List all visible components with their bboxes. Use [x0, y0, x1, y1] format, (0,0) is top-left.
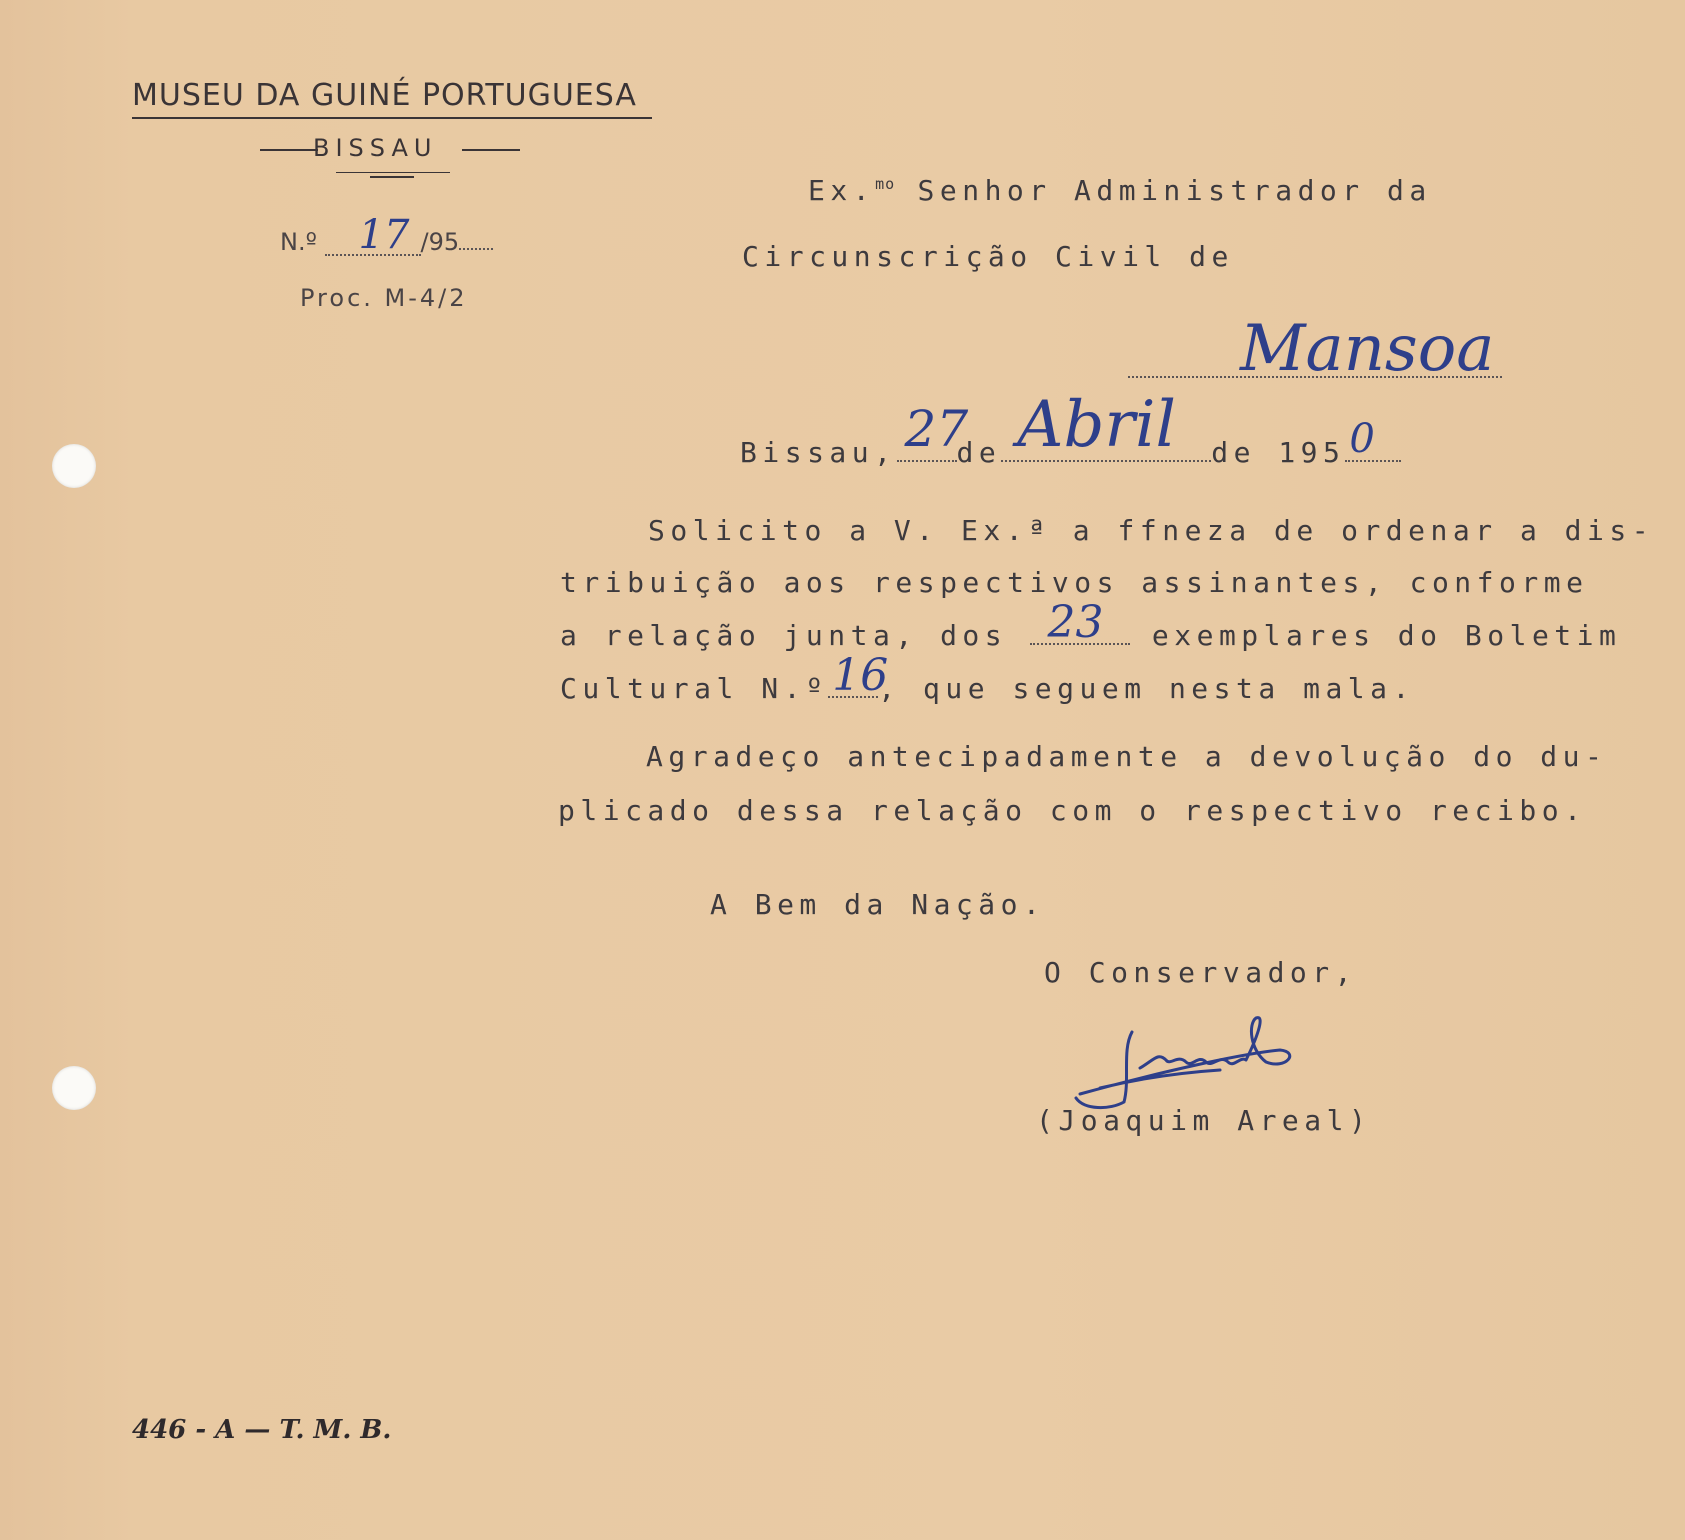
date-de-1: de — [956, 436, 1002, 469]
body-line-3-end: exemplares do Boletim — [1151, 619, 1622, 652]
issue-field — [828, 650, 889, 701]
number-suffix: /95 — [420, 228, 460, 256]
date-line — [740, 388, 1401, 469]
month-handwritten: Abril — [1017, 388, 1176, 462]
body-line-4-start: Cultural N.º — [560, 672, 829, 705]
reference-number — [280, 212, 493, 258]
bissau-dash-right — [462, 149, 520, 151]
year-field — [1345, 416, 1401, 462]
print-code: 446 - A — T. M. B. — [132, 1415, 392, 1445]
year-typed: 195 — [1278, 436, 1346, 469]
copies-handwritten: 23 — [1047, 597, 1104, 648]
date-place: Bissau, — [740, 436, 897, 469]
body-line-4 — [560, 650, 1415, 705]
signer-name: (Joaquim Areal) — [1036, 1104, 1372, 1137]
salutation: A Bem da Nação. — [710, 888, 1046, 921]
recipient-title: Senhor Administrador da — [895, 174, 1432, 207]
signer-title: O Conservador, — [1044, 956, 1358, 989]
body-line-6: plicado dessa relação com o respectivo recibo. — [558, 794, 1587, 827]
date-de-2: de — [1211, 436, 1256, 469]
city-name: BISSAU — [313, 134, 438, 162]
number-handwritten: 17 — [358, 212, 410, 258]
year-handwritten: 0 — [1349, 416, 1375, 462]
body-line-4-end: , que seguem nesta mala. — [878, 672, 1415, 705]
recipient-line-1 — [808, 174, 1432, 207]
recipient-prefix: Ex. — [808, 174, 876, 207]
number-field-tail — [459, 228, 493, 250]
punch-hole-top — [52, 444, 96, 488]
number-field — [325, 212, 421, 258]
museum-rule — [132, 117, 652, 119]
place-handwritten: Mansoa — [1240, 312, 1495, 386]
recipient-superscript: mo — [875, 175, 896, 193]
body-line-1: Solicito a V. Ex.ª a ffneza de ordenar a dis- — [648, 514, 1655, 547]
process-reference: Proc. M-4/2 — [300, 284, 468, 312]
copies-field — [1030, 597, 1130, 648]
body-line-3 — [560, 597, 1622, 652]
body-line-5: Agradeço antecipadamente a devolução do du- — [646, 740, 1608, 773]
body-line-2: tribuição aos respectivos assinantes, conforme — [560, 566, 1589, 599]
body-line-3-start: a relação junta, dos — [560, 619, 1008, 652]
number-label: N.º — [280, 228, 317, 256]
issue-handwritten: 16 — [832, 650, 889, 701]
city-underline-short — [370, 176, 414, 178]
recipient-line-2: Circunscrição Civil de — [742, 240, 1234, 273]
day-handwritten: 27 — [904, 400, 969, 458]
museum-name: MUSEU DA GUINÉ PORTUGUESA — [132, 78, 637, 113]
month-field — [1001, 388, 1211, 462]
bissau-dash-left — [260, 149, 318, 151]
city-underline — [336, 172, 450, 173]
punch-hole-bottom — [52, 1066, 96, 1110]
day-field — [897, 400, 969, 462]
